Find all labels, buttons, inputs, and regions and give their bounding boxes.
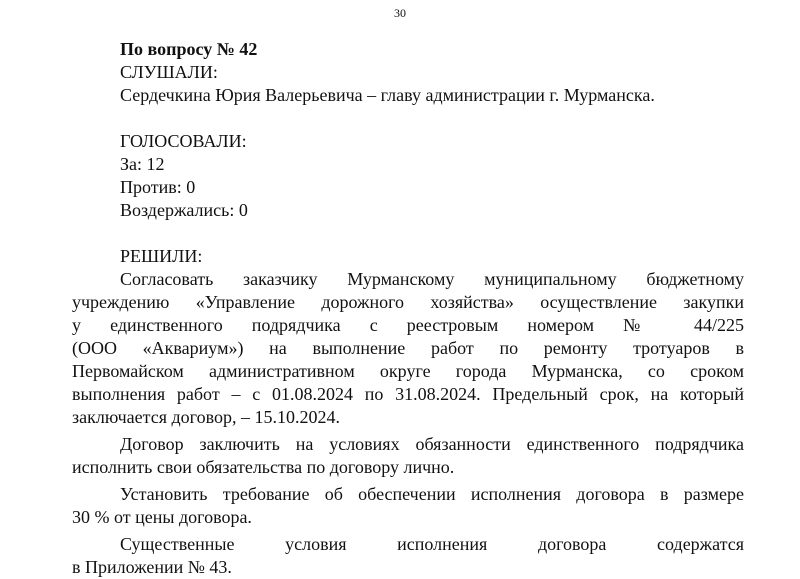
decision-paragraph4-line: в Приложении № 43. xyxy=(72,557,232,577)
decision-paragraph1-line: Первомайском административном округе города Мурманска, со сроком xyxy=(72,361,744,381)
decision-paragraph1-line: Согласовать заказчику Мурманскому муниципальному бюджетному xyxy=(120,269,744,289)
heard-text: Сердечкина Юрия Валерьевича – главу администрации г. Мурманска. xyxy=(120,85,655,105)
decision-paragraph1-line: (ООО «Аквариум») на выполнение работ по ремонту тротуаров в xyxy=(72,338,744,358)
votes-abstained: Воздержались: 0 xyxy=(120,200,248,220)
decision-paragraph1-line: заключается договор, – 15.10.2024. xyxy=(72,407,340,427)
heard-label: СЛУШАЛИ: xyxy=(120,62,218,82)
page-number: 30 xyxy=(394,6,406,20)
decision-paragraph3-line: Установить требование об обеспечении исполнения договора в размере xyxy=(120,484,744,504)
decision-paragraph1-line: выполнения работ – с 01.08.2024 по 31.08.2024. Предельный срок, на который xyxy=(72,384,744,404)
decision-paragraph1-line: у единственного подрядчика с реестровым номером № 44/225 xyxy=(72,315,744,335)
decision-paragraph1-line: учреждению «Управление дорожного хозяйства» осуществление закупки xyxy=(72,292,744,312)
section-gap xyxy=(72,107,744,130)
protocol-body xyxy=(72,38,744,579)
decision-paragraph4-line: Существенные условия исполнения договора содержатся xyxy=(120,534,744,554)
decision-paragraph2-line: исполнить свои обязательства по договору лично. xyxy=(72,457,455,477)
voting-label: ГОЛОСОВАЛИ: xyxy=(120,131,247,151)
decision-paragraph3-line: 30 % от цены договора. xyxy=(72,507,252,527)
decision-paragraph2-line: Договор заключить на условиях обязанности единственного подрядчика xyxy=(120,434,744,454)
votes-against: Против: 0 xyxy=(120,177,196,197)
question-heading: По вопросу № 42 xyxy=(120,39,258,59)
decision-label: РЕШИЛИ: xyxy=(120,246,203,266)
votes-for: За: 12 xyxy=(120,154,165,174)
section-gap xyxy=(72,222,744,245)
